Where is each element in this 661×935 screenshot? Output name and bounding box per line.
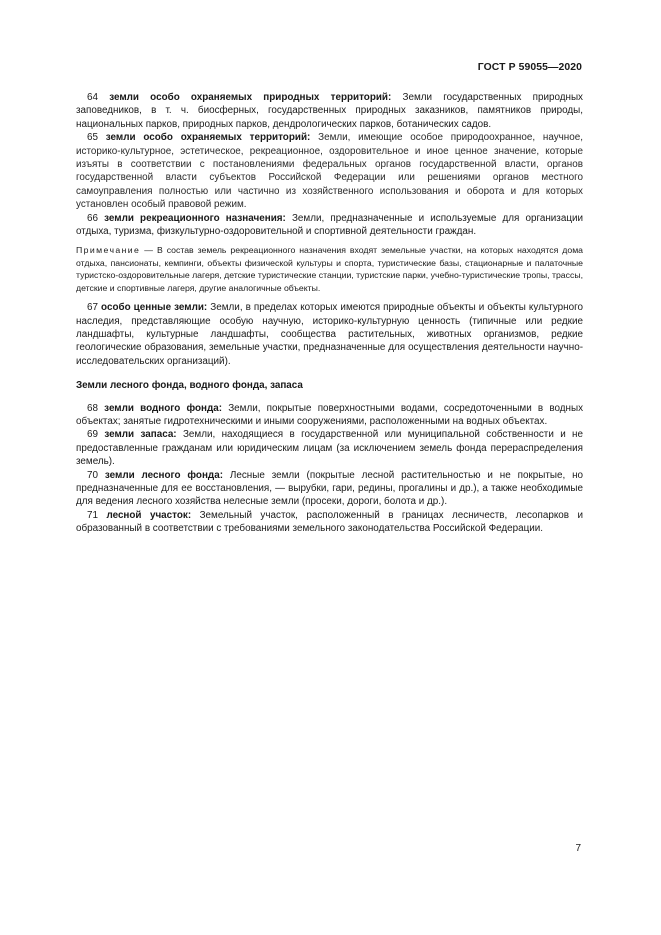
entry-definition: Земли, в пределах которых имеются природные объекты и объекты культурного наследия, представляющие особую научную, историко-культурную ценность (типичные или редкие ландшафты, культурные ландшафты, сообщества растительных, животных организмов, редкие геологические образования, земельные участки, предназначенные для осуществления деятельности научно-исследовательских организаций).	[76, 302, 583, 367]
entry-definition: Земли, имеющие особое природоохранное, научное, историко-культурное, эстетическое, рекреационное, оздоровительное и иное ценное значение, которые изъяты в соответствии с постановлениями федеральных органов государственной власти, органов государственной власти субъектов Российской Федерации или решениями органов местного самоуправления полностью или частично из хозяйственного использования и оборота и для которых установлен особый правовой режим.	[76, 132, 583, 211]
entry-number: 67	[87, 302, 98, 314]
entry-term: земли особо охраняемых природных территорий:	[109, 92, 392, 103]
term-entry-69	[76, 428, 583, 468]
term-entry-64	[76, 91, 583, 131]
entry-number: 68	[87, 402, 98, 414]
entry-number: 70	[87, 469, 98, 481]
entry-term: особо ценные земли:	[101, 302, 208, 314]
note-dash: —	[144, 245, 153, 256]
note-text: В состав земель рекреационного назначения входят земельные участки, на которых находятся дома отдыха, пансионаты, кемпинги, объекты физической культуры и спорта, туристические базы, стационарные и палаточные туристско-оздоровительные лагеря, детские туристические станции, туристские парки, учебно-туристические тропы, трассы, детские и спортивные лагеря, другие аналогичные объекты.	[76, 245, 583, 293]
note-block	[76, 244, 583, 294]
entry-term: земли лесного фонда:	[104, 469, 223, 481]
entry-term: земли особо охраняемых территорий:	[105, 132, 311, 144]
term-entry-67	[76, 301, 583, 368]
entry-definition: Лесные земли (покрытые лесной растительностью и не покрытые, но предназначенные для ее восстановления, — вырубки, гари, редины, прогалины и др.), а также необходимые для ведения лесного хозяйства нелесные земли (просеки, дороги, болота и др.).	[76, 469, 584, 508]
section-heading: Земли лесного фонда, водного фонда, запаса	[76, 380, 303, 392]
entry-number: 65	[87, 132, 98, 144]
page-number: 7	[575, 843, 581, 854]
entry-definition: Земли, предназначенные и используемые для организации отдыха, туризма, физкультурно-оздоровительной и спортивной деятельности граждан.	[76, 212, 584, 238]
term-entry-66	[76, 212, 583, 239]
term-entry-65	[76, 131, 583, 211]
entry-number: 71	[87, 509, 98, 521]
entry-term: земли водного фонда:	[104, 402, 223, 414]
entry-number: 64	[87, 92, 98, 103]
entry-definition: Земельный участок, расположенный в границах лесничеств, лесопарков и образованный в соответствии с требованиями земельного законодательства Российской Федерации.	[76, 509, 583, 535]
entry-definition: Земли, находящиеся в государственной или муниципальной собственности и не предоставленные гражданам или юридическим лицам (за исключением земель фонда перераспределения земель).	[76, 429, 584, 468]
entry-term: лесной участок:	[106, 509, 192, 521]
entry-term: земли рекреационного назначения:	[104, 212, 286, 224]
term-entry-71	[76, 509, 583, 536]
entry-definition: Земли, покрытые поверхностными водами, сосредоточенными в водных объектах; занятые гидротехническими и иными сооружениями, расположенными на водных объектах.	[76, 402, 584, 427]
entry-term: земли запаса:	[104, 429, 177, 441]
standard-header: ГОСТ Р 59055—2020	[477, 62, 582, 73]
term-entry-68	[76, 402, 583, 429]
entry-definition: Земли государственных природных заповедников, в т. ч. биосферных, государственных природных заказников, памятников природы, национальных парков, природных парков, дендрологических парков, ботанических садов.	[76, 92, 583, 130]
term-entry-70	[76, 469, 583, 509]
note-label: Примечание	[76, 245, 141, 256]
entry-number: 66	[87, 212, 98, 224]
entry-number: 69	[87, 429, 98, 441]
page-content	[76, 91, 583, 536]
